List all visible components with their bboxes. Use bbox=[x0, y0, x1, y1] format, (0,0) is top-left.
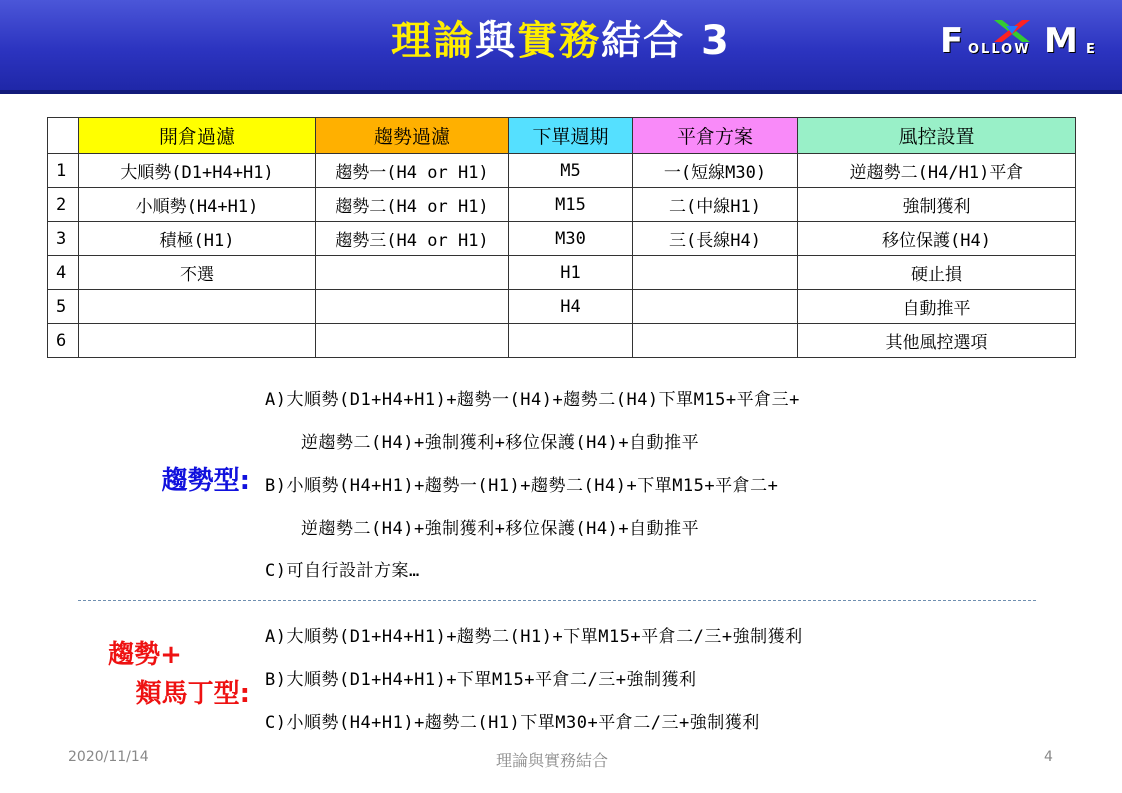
footer-title: 理論與實務結合 bbox=[496, 751, 609, 770]
trend-option-line: C)可自行設計方案… bbox=[265, 561, 420, 581]
table-cell: 1 bbox=[48, 154, 79, 188]
logo-letter-f: F bbox=[940, 21, 964, 61]
table-cell: 4 bbox=[48, 256, 79, 290]
table-row bbox=[48, 256, 1076, 290]
table-cell: 趨勢一(H4 or H1) bbox=[316, 154, 509, 188]
martingale-option-line: C)小順勢(H4+H1)+趨勢二(H1)下單M30+平倉二/三+強制獲利 bbox=[265, 713, 760, 733]
header-cell: 開倉過濾 bbox=[79, 118, 316, 154]
table-cell: 其他風控選項 bbox=[798, 324, 1076, 358]
trend-option-line: A)大順勢(D1+H4+H1)+趨勢一(H4)+趨勢二(H4)下單M15+平倉三+ bbox=[265, 390, 800, 410]
section-divider bbox=[78, 600, 1036, 601]
table-cell bbox=[509, 324, 633, 358]
trend-option-line: 逆趨勢二(H4)+強制獲利+移位保護(H4)+自動推平 bbox=[301, 519, 700, 539]
table-cell bbox=[633, 256, 798, 290]
table-cell bbox=[316, 290, 509, 324]
header-cell: 下單週期 bbox=[509, 118, 633, 154]
table-row bbox=[48, 188, 1076, 222]
trend-option-line: B)小順勢(H4+H1)+趨勢一(H1)+趨勢二(H4)+下單M15+平倉二+ bbox=[265, 476, 779, 496]
trend-type-label: 趨勢型: bbox=[161, 466, 250, 496]
header-cell: 趨勢過濾 bbox=[316, 118, 509, 154]
logo-text: OLLOW bbox=[968, 42, 1031, 57]
table-cell bbox=[79, 290, 316, 324]
table-cell: 強制獲利 bbox=[798, 188, 1076, 222]
title-segment: 理論 bbox=[391, 18, 476, 64]
title-segment: 結合 3 bbox=[601, 18, 731, 64]
table-cell: M5 bbox=[509, 154, 633, 188]
table-cell: 趨勢二(H4 or H1) bbox=[316, 188, 509, 222]
table-cell bbox=[633, 290, 798, 324]
table-cell bbox=[79, 324, 316, 358]
table-row bbox=[48, 154, 1076, 188]
table-cell: 逆趨勢二(H4/H1)平倉 bbox=[798, 154, 1076, 188]
table-cell bbox=[633, 324, 798, 358]
table-cell: 硬止損 bbox=[798, 256, 1076, 290]
table-cell: 6 bbox=[48, 324, 79, 358]
table-cell: M30 bbox=[509, 222, 633, 256]
table-cell: 移位保護(H4) bbox=[798, 222, 1076, 256]
table-cell: M15 bbox=[509, 188, 633, 222]
martingale-label-line1: 趨勢+ bbox=[108, 640, 182, 670]
table-cell: 積極(H1) bbox=[79, 222, 316, 256]
page-number: 4 bbox=[1044, 749, 1053, 765]
logo-letter-m: M bbox=[1044, 21, 1078, 61]
title-banner bbox=[0, 0, 1122, 94]
table-cell: 小順勢(H4+H1) bbox=[79, 188, 316, 222]
followme-logo bbox=[940, 20, 1104, 66]
title-segment: 與 bbox=[475, 18, 518, 64]
table-cell: 二(中線H1) bbox=[633, 188, 798, 222]
table-cell bbox=[316, 324, 509, 358]
table-cell: H1 bbox=[509, 256, 633, 290]
strategy-table bbox=[47, 117, 1076, 358]
logo-x-icon bbox=[992, 20, 1032, 42]
footer-date: 2020/11/14 bbox=[68, 749, 149, 765]
martingale-option-line: B)大順勢(D1+H4+H1)+下單M15+平倉二/三+強制獲利 bbox=[265, 670, 697, 690]
table-row bbox=[48, 324, 1076, 358]
table-cell: H4 bbox=[509, 290, 633, 324]
table-cell: 三(長線H4) bbox=[633, 222, 798, 256]
trend-option-line: 逆趨勢二(H4)+強制獲利+移位保護(H4)+自動推平 bbox=[301, 433, 700, 453]
table-cell bbox=[316, 256, 509, 290]
table-cell: 自動推平 bbox=[798, 290, 1076, 324]
logo-letter-e: E bbox=[1086, 42, 1097, 57]
table-cell: 不選 bbox=[79, 256, 316, 290]
martingale-label-line2: 類馬丁型: bbox=[135, 679, 250, 709]
table-header-row bbox=[48, 118, 1076, 154]
header-cell: 平倉方案 bbox=[633, 118, 798, 154]
table-row bbox=[48, 290, 1076, 324]
table-row bbox=[48, 222, 1076, 256]
martingale-option-line: A)大順勢(D1+H4+H1)+趨勢二(H1)+下單M15+平倉二/三+強制獲利 bbox=[265, 627, 803, 647]
table-cell: 5 bbox=[48, 290, 79, 324]
table-cell: 3 bbox=[48, 222, 79, 256]
header-cell: 風控設置 bbox=[798, 118, 1076, 154]
table-cell: 趨勢三(H4 or H1) bbox=[316, 222, 509, 256]
title-segment: 實務 bbox=[517, 18, 602, 64]
table-cell: 2 bbox=[48, 188, 79, 222]
table-cell: 大順勢(D1+H4+H1) bbox=[79, 154, 316, 188]
header-cell bbox=[48, 118, 79, 154]
table-cell: 一(短線M30) bbox=[633, 154, 798, 188]
